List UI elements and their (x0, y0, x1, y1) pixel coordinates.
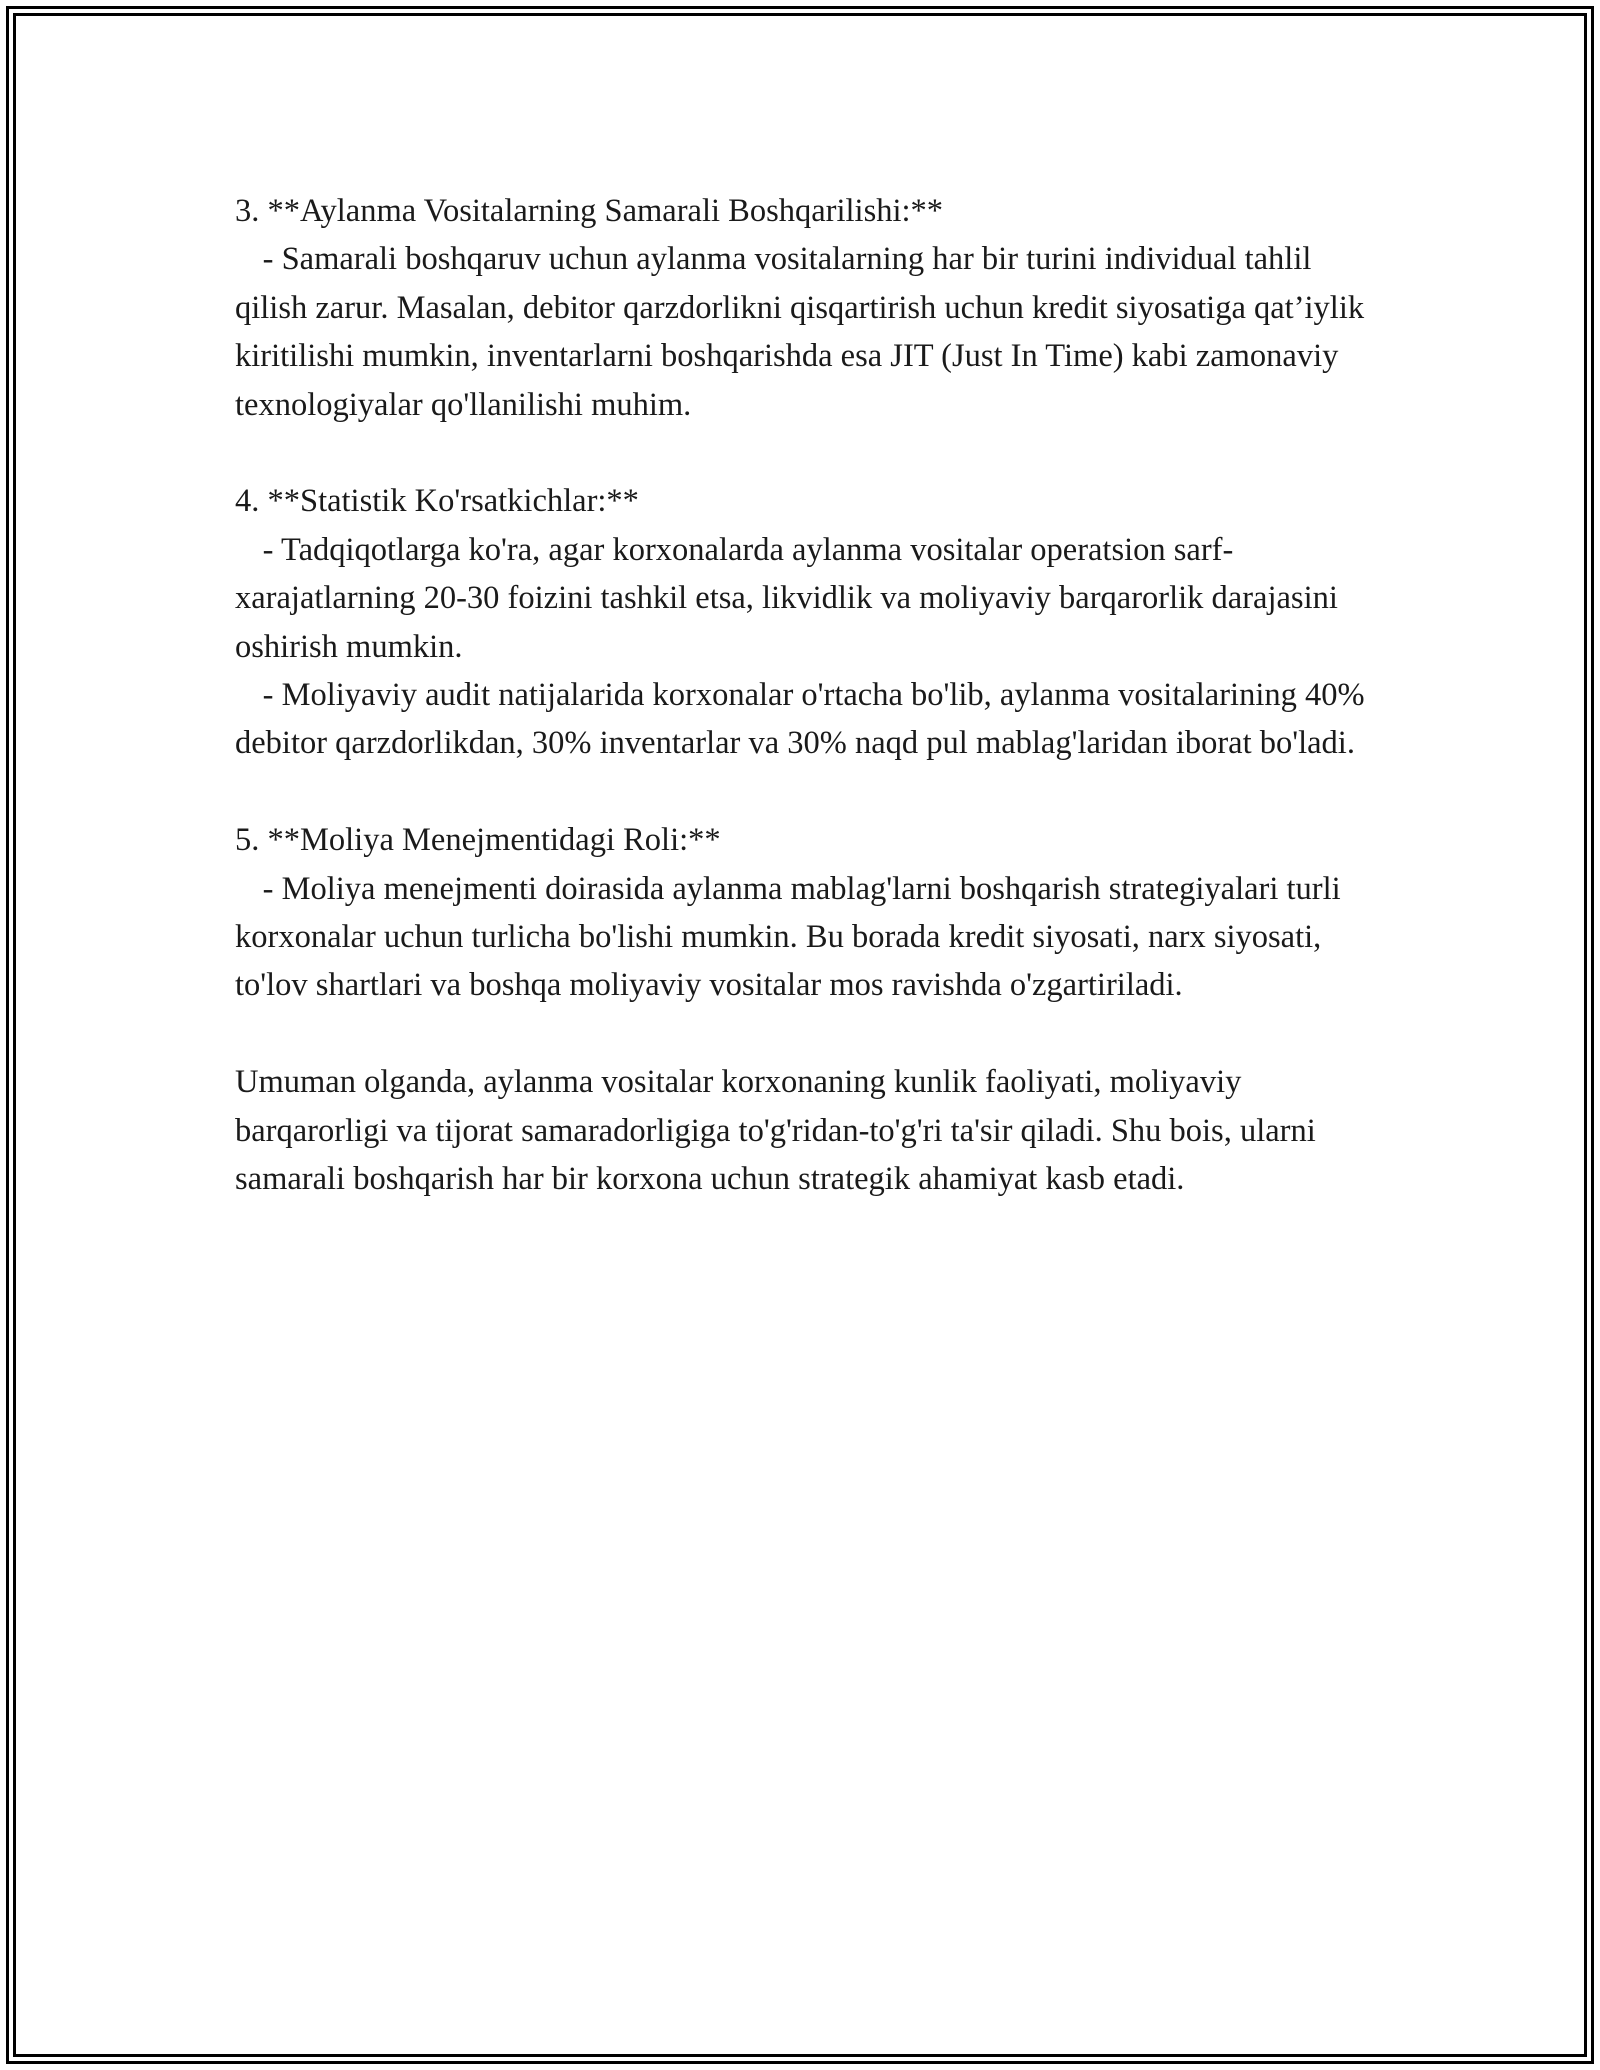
section-heading: 3. **Aylanma Vositalarning Samarali Boshqarilishi:** (235, 193, 944, 229)
document-body (235, 187, 1375, 1203)
bullet-paragraph: - Tadqiqotlarga ko'ra, agar korxonalarda aylanma vositalar operatsion sarf-xarajatlarning 20-30 foizini tashkil etsa, likvidlik va moliyaviy barqarorlik darajasini oshirish mumkin. (235, 531, 1338, 665)
bullet-paragraph: - Moliya menejmenti doirasida aylanma mablag'larni boshqarish strategiyalari turli korxonalar uchun turlicha bo'lishi mumkin. Bu borada kredit siyosati, narx siyosati, to'lov shartlari va boshqa moliyaviy vositalar mos ravishda o'zgartiriladi. (235, 870, 1341, 1004)
section-heading: 4. **Statistik Ko'rsatkichlar:** (235, 483, 639, 520)
bullet-paragraph: - Samarali boshqaruv uchun aylanma vositalarning har bir turini individual tahlil qilish zarur. Masalan, debitor qarzdorlikni qisqartirish uchun kredit siyosatiga qat’iylik kiritilishi mumkin, inventarlarni boshqarishda esa JIT (Just In Time) kabi zamonaviy texnologiyalar qo'llanilishi muhim. (235, 241, 1365, 423)
section-5 (235, 816, 1375, 1010)
section-3 (235, 187, 1375, 429)
section-4 (235, 477, 1375, 767)
section-heading: 5. **Moliya Menejmentidagi Roli:** (235, 822, 721, 859)
bullet-paragraph: - Moliyaviy audit natijalarida korxonalar o'rtacha bo'lib, aylanma vositalarining 40% debitor qarzdorlikdan, 30% inventarlar va 30% naqd pul mablag'laridan iborat bo'ladi. (235, 677, 1365, 762)
closing-paragraph: Umuman olganda, aylanma vositalar korxonaning kunlik faoliyati, moliyaviy barqarorligi va tijorat samaradorligiga to'g'ridan-to'g'ri ta'sir qiladi. Shu bois, ularni samarali boshqarish har bir korxona uchun strategik ahamiyat kasb etadi. (235, 1064, 1316, 1198)
